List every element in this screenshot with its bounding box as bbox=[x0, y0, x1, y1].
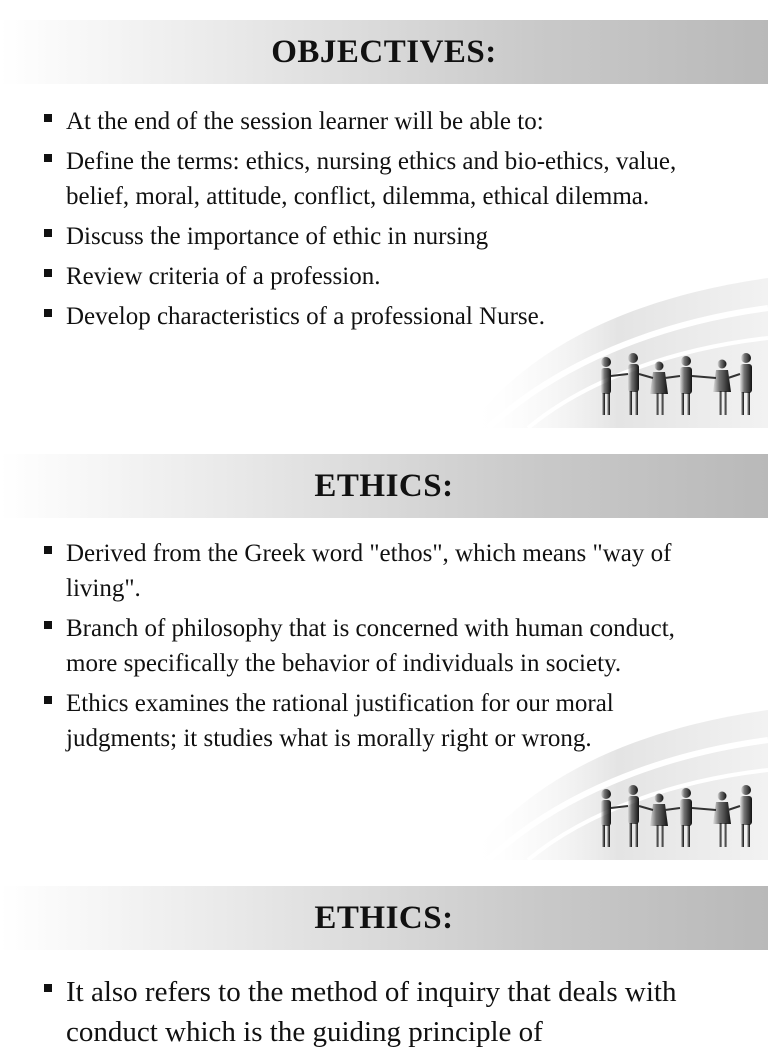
slide-objectives bbox=[0, 0, 768, 432]
bullet-text: Branch of philosophy that is concerned with human conduct, more specifically the behavior of individuals in society. bbox=[66, 615, 675, 677]
bullet-text: At the end of the session learner will be able to: bbox=[66, 108, 544, 135]
slide-title: ETHICS: bbox=[314, 899, 454, 936]
bullet-square-icon bbox=[44, 114, 52, 122]
bullet-item bbox=[44, 686, 724, 756]
slide-ethics-2 bbox=[0, 864, 768, 1048]
bullet-list bbox=[44, 104, 724, 339]
bullet-item bbox=[44, 219, 724, 254]
bullet-square-icon bbox=[44, 309, 52, 317]
bullet-square-icon bbox=[44, 546, 52, 554]
slide-title: OBJECTIVES: bbox=[271, 33, 497, 70]
bullet-text: Derived from the Greek word "ethos", which means "way of living". bbox=[66, 540, 672, 602]
bullet-text: Review criteria of a profession. bbox=[66, 263, 381, 290]
bullet-item bbox=[44, 144, 724, 214]
bullet-square-icon bbox=[44, 621, 52, 629]
bullet-item bbox=[44, 972, 724, 1052]
bullet-square-icon bbox=[44, 269, 52, 277]
bullet-square-icon bbox=[44, 984, 52, 992]
bullet-square-icon bbox=[44, 229, 52, 237]
bullet-list bbox=[44, 536, 724, 761]
bullet-item bbox=[44, 299, 724, 334]
slide-ethics-1 bbox=[0, 432, 768, 864]
bullet-square-icon bbox=[44, 154, 52, 162]
bullet-square-icon bbox=[44, 696, 52, 704]
bullet-text: Ethics examines the rational justification for our moral judgments; it studies what is morally right or wrong. bbox=[66, 690, 614, 752]
slide-title: ETHICS: bbox=[314, 467, 454, 504]
bullet-item bbox=[44, 104, 724, 139]
bullet-item bbox=[44, 536, 724, 606]
title-band bbox=[0, 454, 768, 518]
bullet-text: It also refers to the method of inquiry that deals with conduct which is the guiding principle of bbox=[66, 976, 677, 1048]
bullet-item bbox=[44, 259, 724, 294]
title-band bbox=[0, 20, 768, 84]
bullet-item bbox=[44, 611, 724, 681]
bullet-text: Discuss the importance of ethic in nursing bbox=[66, 223, 489, 250]
bullet-text: Develop characteristics of a professional Nurse. bbox=[66, 303, 545, 330]
bullet-list bbox=[44, 972, 724, 1057]
bullet-text: Define the terms: ethics, nursing ethics and bio-ethics, value, belief, moral, attitude, conflict, dilemma, ethical dilemma. bbox=[66, 148, 677, 210]
title-band bbox=[0, 886, 768, 950]
